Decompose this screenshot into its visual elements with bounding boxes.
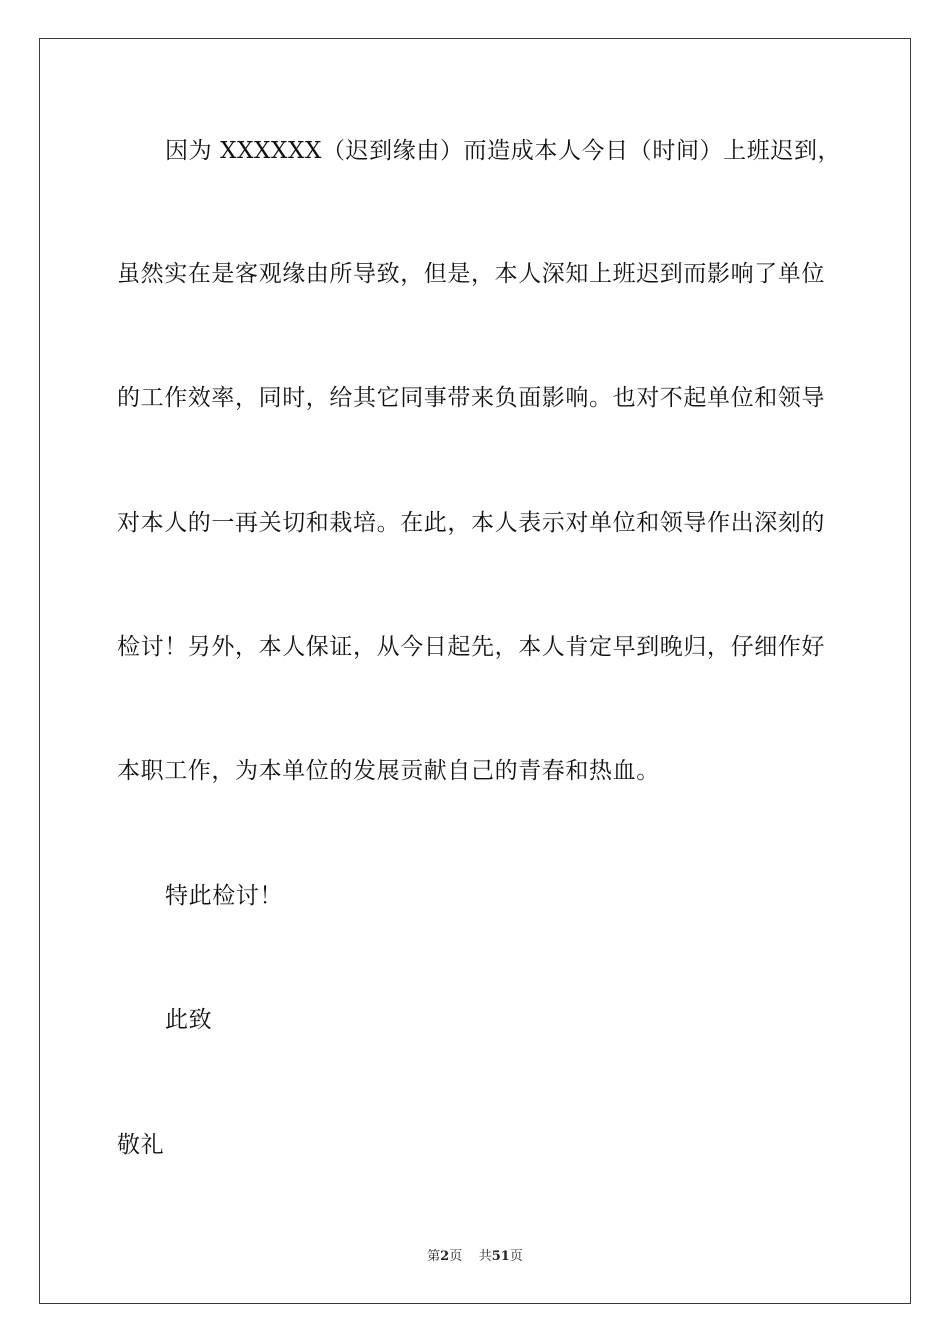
total-page-count: 51 — [491, 1249, 510, 1264]
total-prefix: 共 — [478, 1249, 492, 1264]
total-suffix: 页 — [509, 1249, 523, 1264]
paragraph-line-3: 的工作效率，同时，给其它同事带来负面影响。也对不起单位和领导 — [117, 385, 825, 411]
page-footer — [0, 1248, 950, 1266]
salutation-to: 此致 — [165, 1007, 213, 1033]
page-suffix: 页 — [449, 1249, 463, 1264]
page-prefix: 第 — [427, 1249, 441, 1264]
salutation-regards: 敬礼 — [117, 1132, 165, 1158]
closing-statement: 特此检讨！ — [165, 883, 283, 909]
paragraph-line-4: 对本人的一再关切和栽培。在此，本人表示对单位和领导作出深刻的 — [117, 510, 825, 536]
current-page-number: 2 — [440, 1249, 450, 1264]
paragraph-line-1: 因为 XXXXXX（迟到缘由）而造成本人今日（时间）上班迟到， — [165, 138, 842, 164]
paragraph-line-6: 本职工作，为本单位的发展贡献自己的青春和热血。 — [117, 758, 660, 784]
page-border — [39, 38, 911, 1304]
paragraph-line-2: 虽然实在是客观缘由所导致，但是，本人深知上班迟到而影响了单位 — [117, 261, 825, 287]
paragraph-line-5: 检讨！另外，本人保证，从今日起先，本人肯定早到晚归，仔细作好 — [117, 634, 825, 660]
